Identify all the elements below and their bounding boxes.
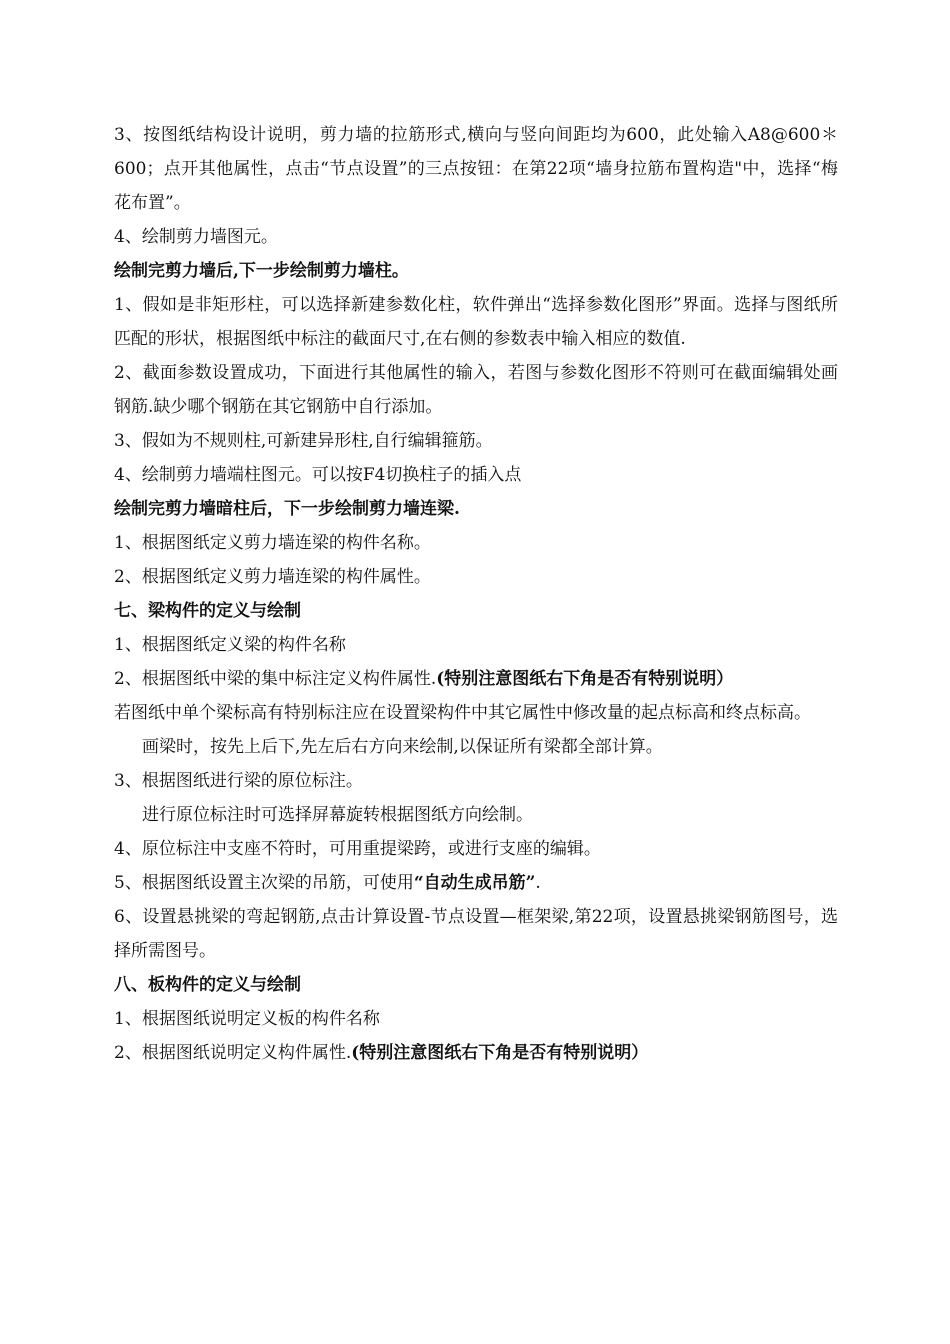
section-heading: 八、板构件的定义与绘制 [114, 975, 301, 995]
paragraph-text: 2、根据图纸说明定义构件属性. [114, 1043, 352, 1063]
paragraph: 1、假如是非矩形柱，可以选择新建参数化柱，软件弹出“选择参数化图形”界面。选择与图纸所匹配的形状，根据图纸中标注的截面尺寸,在右侧的参数表中输入相应的数值. [114, 295, 838, 349]
paragraph: 2、截面参数设置成功，下面进行其他属性的输入，若图与参数化图形不符则可在截面编辑处画钢筋.缺少哪个钢筋在其它钢筋中自行添加。 [114, 363, 838, 417]
paragraph: 4、绘制剪力墙端柱图元。可以按F4切换柱子的插入点 [114, 465, 522, 485]
paragraph: 1、根据图纸定义剪力墙连梁的构件名称。 [114, 533, 431, 553]
paragraph: 1、根据图纸定义梁的构件名称 [114, 635, 346, 655]
paragraph: 4、原位标注中支座不符时，可用重提梁跨，或进行支座的编辑。 [114, 839, 601, 859]
emphasis-text: “自动生成吊筋” [413, 873, 536, 893]
paragraph-text: 5、根据图纸设置主次梁的吊筋，可使用 [114, 873, 414, 893]
paragraph [114, 662, 838, 696]
document-body [114, 118, 838, 1070]
indented-paragraph: 进行原位标注时可选择屏幕旋转根据图纸方向绘制。 [142, 805, 533, 825]
indented-paragraph: 画梁时，按先上后下,先左后右方向来绘制,以保证所有梁都全部计算。 [142, 737, 663, 757]
paragraph: 1、根据图纸说明定义板的构件名称 [114, 1009, 380, 1029]
paragraph [114, 866, 838, 900]
section-heading: 绘制完剪力墙后,下一步绘制剪力墙柱。 [114, 261, 409, 281]
paragraph [114, 1036, 838, 1070]
emphasis-text: (特别注意图纸右下角是否有特别说明） [436, 669, 734, 689]
section-heading: 七、梁构件的定义与绘制 [114, 601, 301, 621]
paragraph: 3、假如为不规则柱,可新建异形柱,自行编辑箍筋。 [114, 431, 493, 451]
paragraph: 若图纸中单个梁标高有特别标注应在设置梁构件中其它属性中修改量的起点标高和终点标高。 [114, 703, 811, 723]
paragraph-tail: . [535, 873, 541, 893]
paragraph-text: 2、根据图纸中梁的集中标注定义构件属性. [114, 669, 437, 689]
paragraph: 4、绘制剪力墙图元。 [114, 227, 278, 247]
paragraph: 3、按图纸结构设计说明，剪力墙的拉筋形式,横向与竖向间距均为600，此处输入A8@600＊600；点开其他属性，点击“节点设置”的三点按钮：在第22项“墙身拉筋布置构造"中，选择“梅花布置”。 [114, 125, 838, 213]
paragraph: 6、设置悬挑梁的弯起钢筋,点击计算设置-节点设置—框架梁,第22项，设置悬挑梁钢筋图号，选择所需图号。 [114, 907, 838, 961]
paragraph: 3、根据图纸进行梁的原位标注。 [114, 771, 363, 791]
emphasis-text: (特别注意图纸右下角是否有特别说明） [351, 1043, 649, 1063]
paragraph: 2、根据图纸定义剪力墙连梁的构件属性。 [114, 567, 431, 587]
section-heading: 绘制完剪力墙暗柱后，下一步绘制剪力墙连梁. [114, 499, 460, 519]
